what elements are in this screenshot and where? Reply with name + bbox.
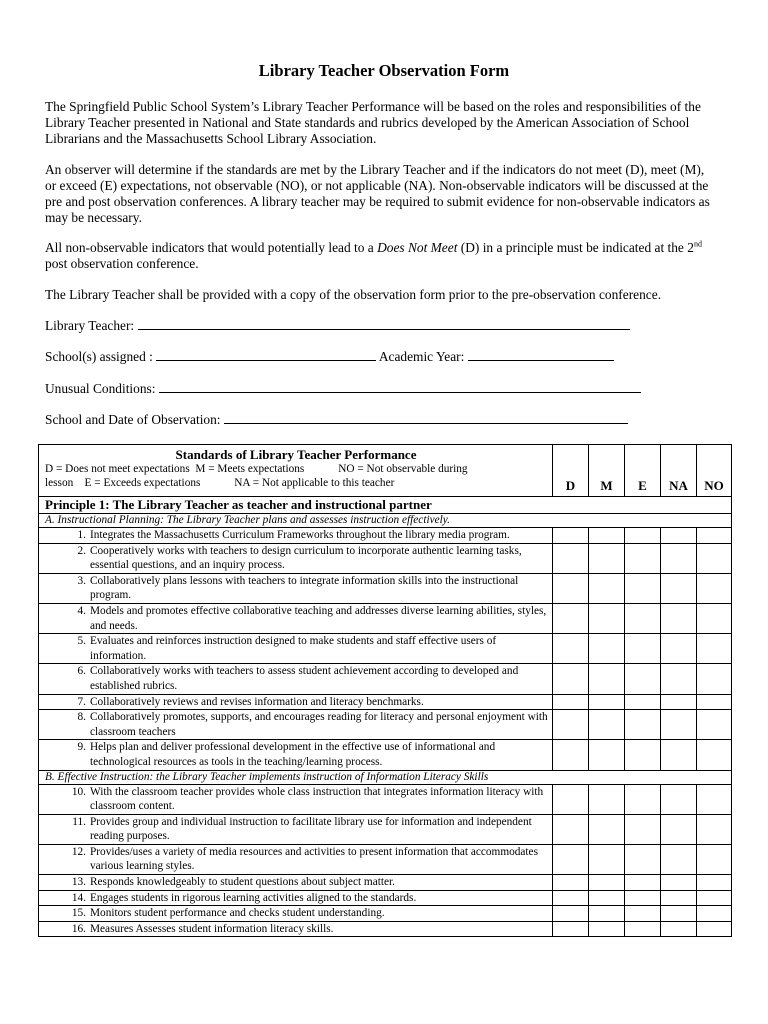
indicator-number: 9.: [77, 741, 86, 754]
section-row: [39, 770, 732, 784]
rating-cell-m[interactable]: [589, 784, 625, 814]
indicator-cell: [39, 694, 553, 710]
indicator-number: 3.: [77, 574, 86, 587]
rating-cell-e[interactable]: [625, 906, 661, 922]
rating-cell-m[interactable]: [589, 543, 625, 573]
indicator-text: Provides group and individual instruction to facilitate library use for information and independent reading purposes.: [90, 815, 532, 843]
rating-cell-no[interactable]: [697, 890, 732, 906]
indicator-number: 12.: [71, 845, 86, 858]
rating-cell-no[interactable]: [697, 528, 732, 544]
column-header-e: E: [625, 445, 661, 497]
rating-cell-no[interactable]: [697, 603, 732, 633]
unusual-conditions-label: Unusual Conditions:: [45, 381, 156, 396]
academic-year-blank[interactable]: [468, 348, 614, 361]
rating-cell-d[interactable]: [553, 906, 589, 922]
indicator-text: Evaluates and reinforces instruction designed to make students and staff effective users of information.: [90, 635, 497, 662]
standards-table: [38, 444, 732, 937]
rating-cell-e[interactable]: [625, 528, 661, 544]
table-row: [39, 694, 732, 710]
rating-cell-e[interactable]: [625, 634, 661, 664]
indicator-cell: [39, 875, 553, 891]
table-row: [39, 844, 732, 874]
rating-cell-na[interactable]: [661, 528, 697, 544]
indicator-cell: [39, 784, 553, 814]
rating-cell-d[interactable]: [553, 844, 589, 874]
rating-cell-na[interactable]: [661, 921, 697, 937]
rating-cell-na[interactable]: [661, 634, 697, 664]
indicator-text: Responds knowledgeably to student questions about subject matter.: [90, 876, 395, 889]
indicator-number: 10.: [71, 785, 86, 798]
indicator-number: 6.: [77, 665, 86, 678]
table-row: [39, 906, 732, 922]
legend-line: D = Does not meet expectations M = Meets expectations NO = Not observable during: [45, 463, 468, 475]
rating-cell-no[interactable]: [697, 710, 732, 740]
rating-cell-no[interactable]: [697, 634, 732, 664]
rating-cell-na[interactable]: [661, 543, 697, 573]
unusual-conditions-field: [45, 380, 641, 397]
rating-cell-d[interactable]: [553, 528, 589, 544]
indicator-cell: [39, 890, 553, 906]
rating-cell-na[interactable]: [661, 664, 697, 694]
rating-cell-m[interactable]: [589, 694, 625, 710]
rating-cell-no[interactable]: [697, 875, 732, 891]
rating-cell-m[interactable]: [589, 844, 625, 874]
rating-cell-na[interactable]: [661, 814, 697, 844]
indicator-text: Provides/uses a variety of media resources and activities to present information that accommodates various learning styles.: [90, 845, 538, 873]
indicator-text: With the classroom teacher provides whole class instruction that integrates information literacy with classroom content.: [90, 785, 544, 813]
indicator-text: Collaboratively promotes, supports, and encourages reading for literacy and personal enjoyment with classroom teachers: [90, 711, 548, 738]
rating-cell-d[interactable]: [553, 710, 589, 740]
section-heading: B. Effective Instruction: the Library Teacher implements instruction of Information Literacy Skills: [39, 770, 732, 784]
rating-cell-e[interactable]: [625, 740, 661, 770]
indicator-text: Models and promotes effective collaborative teaching and addresses diverse learning abilities, styles, and needs.: [90, 604, 547, 632]
indicator-cell: [39, 573, 553, 603]
school-date-label: School and Date of Observation:: [45, 412, 221, 427]
indicator-text: Cooperatively works with teachers to design curriculum to incorporate authentic learning tasks, essential questions, and an inquiry process.: [90, 544, 522, 572]
indicator-number: 5.: [77, 635, 86, 648]
rating-cell-m[interactable]: [589, 890, 625, 906]
rating-cell-na[interactable]: [661, 784, 697, 814]
rating-cell-no[interactable]: [697, 694, 732, 710]
indicator-number: 1.: [77, 529, 86, 541]
indicator-cell: [39, 634, 553, 664]
rating-cell-d[interactable]: [553, 664, 589, 694]
indicator-number: 4.: [77, 604, 86, 617]
rating-cell-d[interactable]: [553, 694, 589, 710]
schools-assigned-blank[interactable]: [156, 348, 376, 361]
rating-cell-no[interactable]: [697, 543, 732, 573]
rating-cell-na[interactable]: [661, 890, 697, 906]
rating-cell-d[interactable]: [553, 921, 589, 937]
table-row: [39, 634, 732, 664]
indicator-cell: [39, 844, 553, 874]
rating-cell-m[interactable]: [589, 634, 625, 664]
table-row: [39, 890, 732, 906]
table-row: [39, 784, 732, 814]
library-teacher-field: [45, 317, 630, 334]
table-title: Standards of Library Teacher Performance: [175, 447, 417, 462]
rating-cell-d[interactable]: [553, 603, 589, 633]
section-heading: A. Instructional Planning: The Library Teacher plans and assesses instruction effectively.: [39, 514, 732, 528]
table-header-row: [39, 445, 732, 497]
rating-cell-m[interactable]: [589, 573, 625, 603]
rating-cell-no[interactable]: [697, 921, 732, 937]
rating-cell-no[interactable]: [697, 664, 732, 694]
column-header-na: NA: [661, 445, 697, 497]
rating-cell-e[interactable]: [625, 573, 661, 603]
rating-cell-no[interactable]: [697, 814, 732, 844]
indicator-number: 11.: [72, 815, 86, 828]
rating-cell-no[interactable]: [697, 573, 732, 603]
rating-cell-e[interactable]: [625, 710, 661, 740]
rating-cell-na[interactable]: [661, 573, 697, 603]
indicator-text: Collaboratively works with teachers to assess student achievement according to developed and established rubrics.: [90, 665, 519, 692]
school-date-field: [45, 411, 628, 428]
rating-cell-na[interactable]: [661, 844, 697, 874]
rating-cell-d[interactable]: [553, 634, 589, 664]
rating-cell-d[interactable]: [553, 814, 589, 844]
library-teacher-label: Library Teacher:: [45, 318, 135, 333]
table-row: [39, 573, 732, 603]
intro-paragraph-2: An observer will determine if the standards are met by the Library Teacher and if the indicators do not meet (D), meet (M), or exceed (E) expectations, not observable (NO), or not applicable (NA). Non-observable indicators will be discussed at the pre and post observation conferences. A library teacher may be required to submit evidence for non-observable indicators as may be necessary.: [45, 162, 710, 225]
rating-cell-e[interactable]: [625, 603, 661, 633]
intro-paragraph-3: All non-observable indicators that would potentially lead to a Does Not Meet (D) in a principle must be indicated at the 2nd post observation conference.: [45, 239, 702, 271]
indicator-text: Measures Assesses student information literacy skills.: [90, 922, 334, 935]
principle-row: [39, 497, 732, 514]
indicator-text: Integrates the Massachusetts Curriculum Frameworks throughout the library media program.: [90, 529, 510, 541]
indicator-number: 16.: [71, 922, 86, 935]
rating-cell-e[interactable]: [625, 694, 661, 710]
academic-year-label: Academic Year:: [378, 349, 465, 364]
indicator-text: Helps plan and deliver professional development in the effective use of informational and technological resources as tools in the teaching/learning process.: [90, 741, 496, 768]
rating-cell-m[interactable]: [589, 710, 625, 740]
rating-cell-m[interactable]: [589, 906, 625, 922]
indicator-cell: [39, 906, 553, 922]
indicator-cell: [39, 528, 553, 544]
indicator-number: 7.: [77, 695, 86, 708]
column-header-no: NO: [697, 445, 732, 497]
indicator-cell: [39, 664, 553, 694]
table-header-cell: [39, 445, 553, 497]
indicator-cell: [39, 543, 553, 573]
rating-cell-no[interactable]: [697, 740, 732, 770]
rating-cell-e[interactable]: [625, 921, 661, 937]
schools-assigned-label: School(s) assigned :: [45, 349, 153, 364]
rating-cell-no[interactable]: [697, 784, 732, 814]
rating-cell-m[interactable]: [589, 875, 625, 891]
rating-cell-e[interactable]: [625, 844, 661, 874]
table-row: [39, 528, 732, 544]
table-row: [39, 740, 732, 770]
indicator-text: Engages students in rigorous learning activities aligned to the standards.: [90, 891, 417, 904]
table-row: [39, 814, 732, 844]
rating-cell-na[interactable]: [661, 694, 697, 710]
rating-cell-m[interactable]: [589, 603, 625, 633]
indicator-cell: [39, 603, 553, 633]
rating-cell-m[interactable]: [589, 528, 625, 544]
indicator-number: 15.: [71, 907, 86, 920]
column-header-m: M: [589, 445, 625, 497]
indicator-cell: [39, 740, 553, 770]
indicator-number: 14.: [71, 891, 86, 904]
rating-cell-d[interactable]: [553, 784, 589, 814]
rating-cell-d[interactable]: [553, 573, 589, 603]
rating-cell-m[interactable]: [589, 664, 625, 694]
column-header-d: D: [553, 445, 589, 497]
indicator-cell: [39, 921, 553, 937]
rating-cell-d[interactable]: [553, 875, 589, 891]
school-date-blank[interactable]: [224, 411, 628, 424]
rating-cell-m[interactable]: [589, 921, 625, 937]
table-row: [39, 875, 732, 891]
unusual-conditions-blank[interactable]: [159, 380, 641, 393]
indicator-number: 8.: [77, 711, 86, 724]
indicator-number: 2.: [77, 544, 86, 557]
rating-cell-na[interactable]: [661, 740, 697, 770]
rating-cell-no[interactable]: [697, 844, 732, 874]
table-row: [39, 921, 732, 937]
indicator-cell: [39, 710, 553, 740]
rating-cell-e[interactable]: [625, 890, 661, 906]
table-row: [39, 543, 732, 573]
table-row: [39, 710, 732, 740]
legend-line: lesson E = Exceeds expectations NA = Not applicable to this teacher: [45, 477, 395, 489]
rating-cell-m[interactable]: [589, 740, 625, 770]
section-row: [39, 514, 732, 528]
table-row: [39, 603, 732, 633]
rating-cell-e[interactable]: [625, 543, 661, 573]
rating-cell-e[interactable]: [625, 784, 661, 814]
principle-heading: Principle 1: The Library Teacher as teacher and instructional partner: [39, 497, 732, 514]
rating-cell-d[interactable]: [553, 543, 589, 573]
rating-cell-na[interactable]: [661, 710, 697, 740]
indicator-text: Collaboratively reviews and revises information and literacy benchmarks.: [90, 695, 424, 708]
indicator-number: 13.: [71, 876, 86, 889]
indicator-text: Collaboratively plans lessons with teachers to integrate information skills into the instructional program.: [90, 574, 519, 602]
page-title: Library Teacher Observation Form: [258, 61, 510, 80]
rating-cell-d[interactable]: [553, 740, 589, 770]
intro-paragraph-4: The Library Teacher shall be provided with a copy of the observation form prior to the pre-observation conference.: [45, 287, 662, 302]
indicator-text: Monitors student performance and checks student understanding.: [90, 907, 385, 920]
indicator-cell: [39, 814, 553, 844]
rating-cell-e[interactable]: [625, 664, 661, 694]
rating-cell-na[interactable]: [661, 875, 697, 891]
table-row: [39, 664, 732, 694]
rating-cell-na[interactable]: [661, 603, 697, 633]
rating-cell-no[interactable]: [697, 906, 732, 922]
intro-paragraph-1: The Springfield Public School System’s Library Teacher Performance will be based on the roles and responsibilities of the Library Teacher presented in National and State standards and rubrics developed by the American Association of School Librarians and the Massachusetts School Library Association.: [45, 99, 701, 146]
schools-assigned-field: [45, 348, 614, 365]
library-teacher-blank[interactable]: [138, 317, 630, 330]
rating-legend: [45, 462, 550, 490]
rating-cell-d[interactable]: [553, 890, 589, 906]
rating-cell-m[interactable]: [589, 814, 625, 844]
rating-cell-e[interactable]: [625, 875, 661, 891]
rating-cell-na[interactable]: [661, 906, 697, 922]
rating-cell-e[interactable]: [625, 814, 661, 844]
